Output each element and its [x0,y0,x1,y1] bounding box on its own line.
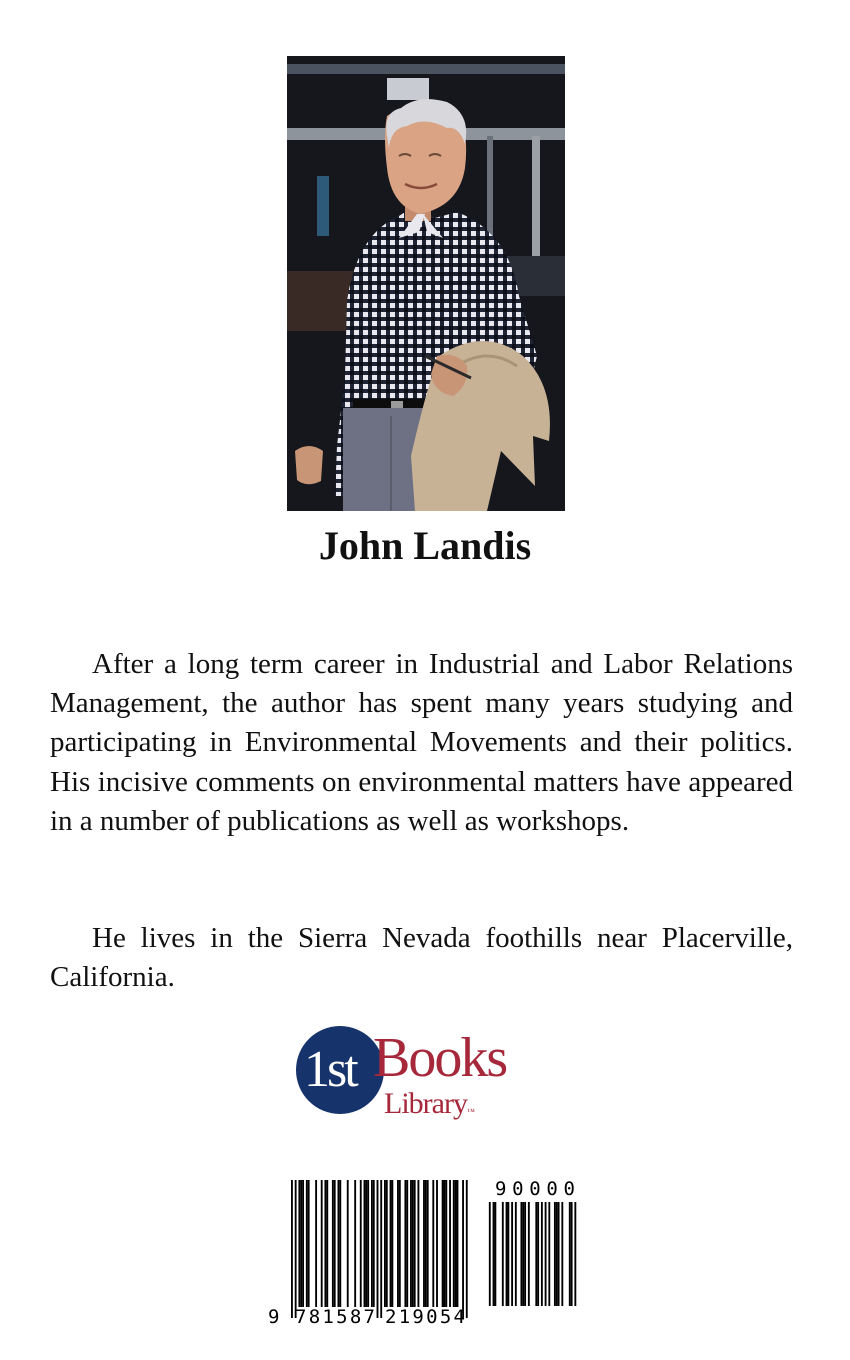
barcode-bar [466,1180,468,1318]
logo-word-books: Books [373,1027,507,1089]
barcode-bar [308,1180,310,1307]
barcode-bar [449,1180,451,1307]
barcode-bar [574,1202,576,1306]
barcode-bar [436,1180,438,1307]
barcode-bar [556,1202,558,1306]
barcode-bar [423,1180,425,1307]
barcode-bar [315,1180,317,1307]
barcode-bar [524,1202,526,1306]
author-photo [287,56,565,511]
barcode-bar [406,1180,408,1307]
price-code-digits: 90000 [495,1178,575,1200]
price-addon-bars [489,1202,576,1306]
barcode-bar [404,1180,406,1307]
barcode-bar [364,1180,366,1307]
barcode-bar [338,1180,340,1307]
barcode-bar [397,1180,399,1307]
barcode-bar [535,1202,537,1306]
barcode-bar [554,1202,556,1306]
barcode-bar [354,1180,356,1307]
barcode-bar [412,1180,414,1307]
barcode-bar [432,1180,434,1307]
barcode-bar [326,1180,328,1307]
barcode-bar [506,1202,508,1306]
author-name: John Landis [318,523,532,568]
publisher-logo [292,1020,542,1130]
barcode-bar [455,1180,457,1307]
barcode-bar [442,1180,444,1307]
barcode-bar [334,1180,336,1307]
barcode-bar [380,1180,382,1318]
barcode-bar [558,1202,560,1306]
logo-word-library [384,1086,474,1122]
barcode-bar [367,1180,369,1307]
logo-library-text: Library [384,1087,467,1120]
barcode-bar [410,1180,412,1307]
barcode-bar [377,1180,379,1318]
barcode-bar [300,1180,302,1307]
barcode-bar [295,1180,297,1318]
barcode-bar [502,1202,504,1306]
barcode-bar [399,1180,401,1307]
barcode-bar [494,1202,496,1306]
barcode-bar [417,1180,419,1307]
barcode-bar [561,1202,563,1306]
barcode-bar [511,1202,513,1306]
barcode-bar [324,1180,326,1307]
isbn-left-digits: 781587 [295,1306,375,1328]
barcode-bar [515,1202,517,1306]
barcode-bar [462,1180,464,1318]
barcode-bar [306,1180,308,1307]
barcode-bar [545,1202,547,1306]
barcode-bar [425,1180,427,1307]
barcode-bar [390,1180,392,1307]
ean13-bars [291,1180,468,1318]
barcode-bar [339,1180,341,1307]
barcode-bar [520,1202,522,1306]
barcode-bar [427,1180,429,1307]
barcode-bar [528,1202,530,1306]
barcode-bar [360,1180,362,1307]
barcode-bar [386,1180,388,1307]
bio-paragraph: He lives in the Sierra Nevada foothills near Placerville, California. [50,922,793,994]
barcode-bar [445,1180,447,1307]
barcode-bar [371,1180,373,1307]
isbn-barcode [265,1175,585,1335]
barcode-bar [548,1202,550,1306]
isbn-lead-digit: 9 [268,1306,280,1328]
barcode-bar [541,1202,543,1306]
barcode-bar [332,1180,334,1307]
barcode-bar [507,1202,509,1306]
barcode-bar [347,1180,349,1307]
bio-paragraph: After a long term career in Industrial and Labor Relations Management, the author has spent many years studying and participating in Environmental Movements and their politics. His incisive comments on environmental matters have appeared in a number of publications as well as workshops. [50,648,793,837]
barcode-bar [291,1180,293,1318]
barcode-bar [489,1202,491,1306]
isbn-right-digits: 219054 [385,1306,465,1328]
barcode-bar [302,1180,304,1307]
barcode-bar [522,1202,524,1306]
trademark-symbol: ™ [466,1107,474,1116]
barcode-bar [298,1180,300,1307]
barcode-bar [493,1202,495,1306]
barcode-bar [391,1180,393,1307]
barcode-bar [365,1180,367,1307]
barcode-bar [453,1180,455,1307]
barcode-bar [537,1202,539,1306]
barcode-bar [457,1180,459,1307]
logo-circle-text: 1st [304,1041,356,1098]
barcode-bar [373,1180,375,1307]
barcode-bar [414,1180,416,1307]
barcode-bar [571,1202,573,1306]
barcode-bar [569,1202,571,1306]
barcode-bar [321,1180,323,1307]
barcode-bar [444,1180,446,1307]
barcode-bar [384,1180,386,1307]
